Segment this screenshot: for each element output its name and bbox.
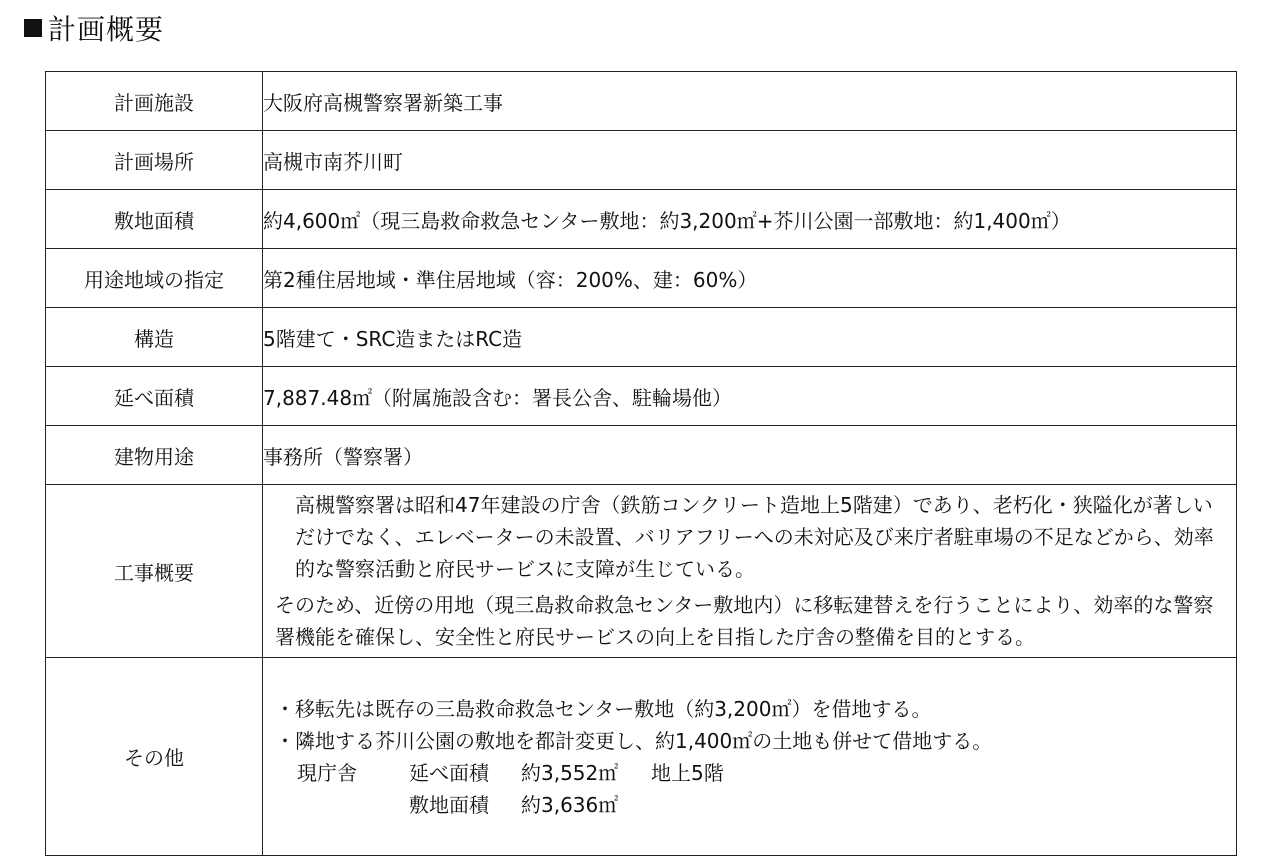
row-label: 延べ面積: [46, 367, 263, 426]
floor-area-label: 延べ面積: [409, 760, 489, 785]
floors-value: 地上5階: [651, 760, 724, 785]
row-value: 事務所（警察署）: [263, 426, 1237, 485]
table-row: [46, 131, 1237, 190]
row-value: 5階建て・SRC造またはRC造: [263, 308, 1237, 367]
site-area-line: [275, 789, 1228, 821]
row-value: 第2種住居地域・準住居地域（容：200%、建：60%）: [263, 249, 1237, 308]
floor-area-value: 約3,552㎡: [521, 760, 619, 785]
overview-row: [46, 485, 1237, 658]
other-bullet: ・隣地する芥川公園の敷地を都計変更し、約1,400㎡の土地も併せて借地する。: [275, 728, 993, 753]
overview-paragraph: そのため、近傍の用地（現三島救命救急センター敷地内）に移転建替えを行うことにより、効率的な警察署機能を確保し、安全性と府民サービスの向上を目指した庁舎の整備を目的とする。: [275, 593, 1214, 649]
page-title-text: 計画概要: [48, 13, 165, 46]
row-label: 用途地域の指定: [46, 249, 263, 308]
table-row: [46, 426, 1237, 485]
overview-label: 工事概要: [46, 485, 263, 658]
row-label: 計画施設: [46, 72, 263, 131]
current-building-label: 現庁舎: [297, 760, 357, 785]
row-label: 計画場所: [46, 131, 263, 190]
row-value: 7,887.48㎡（附属施設含む：署長公舎、駐輪場他）: [263, 367, 1237, 426]
row-label: 建物用途: [46, 426, 263, 485]
table-row: [46, 72, 1237, 131]
other-row: [46, 658, 1237, 856]
current-building-line: [275, 757, 1228, 789]
row-value: 大阪府高槻警察署新築工事: [263, 72, 1237, 131]
row-label: 敷地面積: [46, 190, 263, 249]
other-bullet: ・移転先は既存の三島救命救急センター敷地（約3,200㎡）を借地する。: [275, 696, 932, 721]
row-value: 高槻市南芥川町: [263, 131, 1237, 190]
square-bullet-icon: [24, 19, 42, 37]
plan-summary-table: [45, 71, 1237, 856]
site-area-label: 敷地面積: [409, 792, 489, 817]
table-row: [46, 367, 1237, 426]
page-title: [24, 10, 164, 50]
row-label: 構造: [46, 308, 263, 367]
overview-paragraph: 高槻警察署は昭和47年建設の庁舎（鉄筋コンクリート造地上5階建）であり、老朽化・狭隘化が著しいだけでなく、エレベーターの未設置、バリアフリーへの未対応及び来庁者駐車場の不足などから、効率的な警察活動と府民サービスに支障が生じている。: [295, 493, 1214, 581]
other-label: その他: [46, 658, 263, 856]
row-value: 約4,600㎡（現三島救命救急センター敷地：約3,200㎡+芥川公園一部敷地：約1,400㎡）: [263, 190, 1237, 249]
table-row: [46, 190, 1237, 249]
site-area-value: 約3,636㎡: [521, 792, 619, 817]
table-row: [46, 308, 1237, 367]
table-row: [46, 249, 1237, 308]
overview-cell: [263, 485, 1237, 658]
other-cell: [263, 658, 1237, 856]
